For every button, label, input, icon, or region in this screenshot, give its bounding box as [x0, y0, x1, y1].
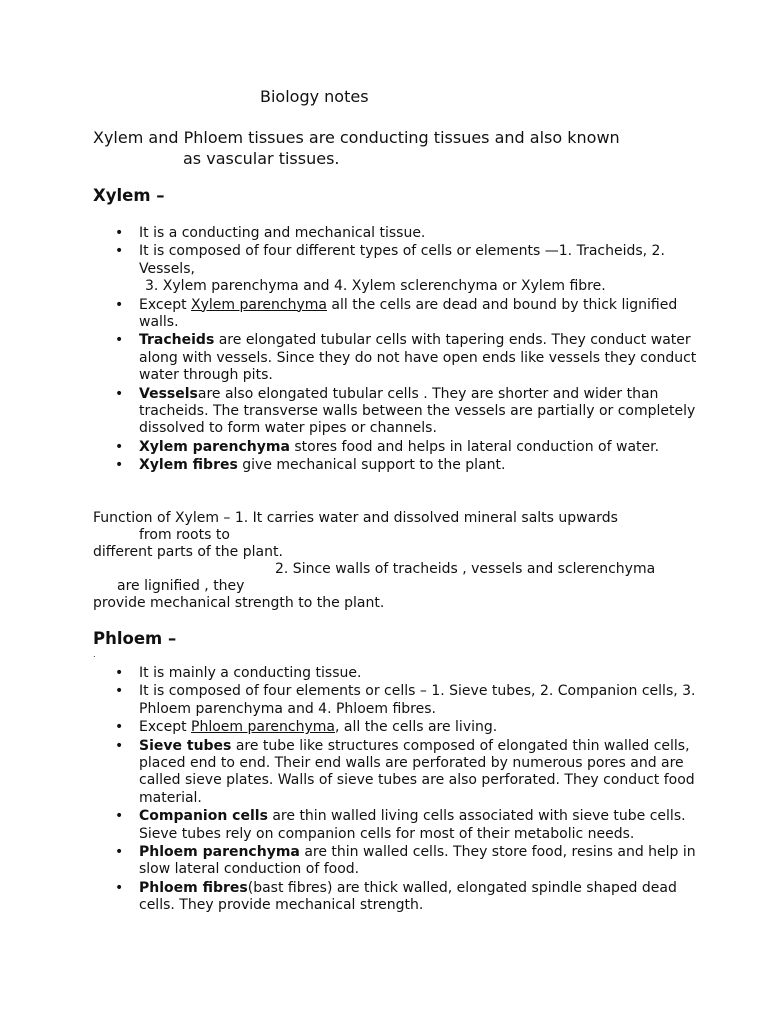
document-title: Biology notes: [260, 87, 369, 106]
bullet-icon: •: [115, 225, 124, 241]
list-item: • It is a conducting and mechanical tissue.: [115, 225, 426, 241]
xylem-heading: Xylem –: [93, 186, 165, 205]
bullet-icon: •: [115, 438, 124, 455]
bullet-icon: •: [115, 332, 124, 349]
bold-term: Phloem fibres: [139, 879, 248, 896]
phloem-heading: Phloem –: [93, 629, 177, 648]
function-line-6: provide mechanical strength to the plant.: [93, 595, 385, 611]
bullet-icon: •: [115, 719, 124, 736]
bold-term: Tracheids: [139, 332, 215, 349]
function-line-5: are lignified , they: [117, 578, 245, 594]
list-item: • Xylem parenchyma stores food and helps in lateral conduction of water.: [115, 438, 660, 455]
bold-term: Sieve tubes: [139, 737, 232, 754]
list-item: • Vesselsare also elongated tubular cells . They are shorter and wider than tracheids. The transverse walls between the vessels are partially or completely dissolved to form water pipes or channels.: [115, 385, 696, 437]
function-line-1: Function of Xylem – 1. It carries water and dissolved mineral salts upwards: [93, 510, 618, 526]
xylem-function-paragraph: [93, 510, 733, 612]
list-item: • Xylem fibres give mechanical support to the plant.: [115, 457, 506, 474]
list-item: • Phloem fibres(bast fibres) are thick walled, elongated spindle shaped dead cells. They provide mechanical strength.: [115, 879, 677, 914]
bullet-icon: •: [115, 385, 124, 402]
bullet-icon: •: [115, 808, 124, 825]
list-item: • Companion cells are thin walled living cells associated with sieve tube cells. Sieve tubes rely on companion cells for most of their metabolic needs.: [115, 808, 686, 842]
bold-term: Vessels: [139, 385, 198, 402]
list-item: • Sieve tubes are tube like structures composed of elongated thin walled cells, placed end to end. Their end walls are perforated by numerous pores and are called sieve plates. Walls of sieve tubes are also perforated. They conduct food material.: [115, 737, 695, 806]
stray-dot: .: [93, 650, 96, 659]
list-item: • It is composed of four different types of cells or elements —1. Tracheids, 2. Vessels, 3. Xylem parenchyma and 4. Xylem sclerenchyma or Xylem fibre.: [115, 243, 665, 295]
xylem-list: [93, 225, 713, 476]
bullet-icon: •: [115, 683, 124, 700]
phloem-list: [93, 665, 713, 916]
bold-term: Companion cells: [139, 808, 268, 825]
bullet-icon: •: [115, 665, 124, 681]
function-line-3: different parts of the plant.: [93, 544, 283, 560]
underlined-term: Xylem parenchyma: [191, 296, 327, 313]
bullet-icon: •: [115, 737, 124, 754]
intro-line-2: as vascular tissues.: [183, 149, 340, 168]
list-item: • It is mainly a conducting tissue.: [115, 665, 362, 681]
list-item: • Phloem parenchyma are thin walled cells. They store food, resins and help in slow lateral conduction of food.: [115, 844, 696, 878]
function-line-2: from roots to: [139, 527, 230, 543]
bullet-icon: •: [115, 296, 124, 313]
bullet-icon: •: [115, 243, 124, 260]
bullet-icon: •: [115, 844, 124, 861]
bold-term: Phloem parenchyma: [139, 844, 300, 861]
bold-term: Xylem parenchyma: [139, 438, 290, 455]
bullet-icon: •: [115, 457, 124, 474]
bold-term: Xylem fibres: [139, 457, 238, 474]
intro-line-1: Xylem and Phloem tissues are conducting tissues and also known: [93, 128, 620, 147]
underlined-term: Phloem parenchyma: [191, 719, 335, 736]
function-line-4: 2. Since walls of tracheids , vessels and sclerenchyma: [275, 561, 656, 577]
list-item: • Tracheids are elongated tubular cells with tapering ends. They conduct water along with vessels. Since they do not have open ends like vessels they conduct water through pits.: [115, 332, 697, 384]
list-item: • Except Xylem parenchyma all the cells are dead and bound by thick lignified walls.: [115, 296, 678, 331]
list-item: • Except Phloem parenchyma, all the cells are living.: [115, 719, 498, 736]
list-item: • It is composed of four elements or cells – 1. Sieve tubes, 2. Companion cells, 3. Phloem parenchyma and 4. Phloem fibres.: [115, 683, 696, 717]
bullet-icon: •: [115, 879, 124, 896]
intro-paragraph: [93, 127, 733, 169]
